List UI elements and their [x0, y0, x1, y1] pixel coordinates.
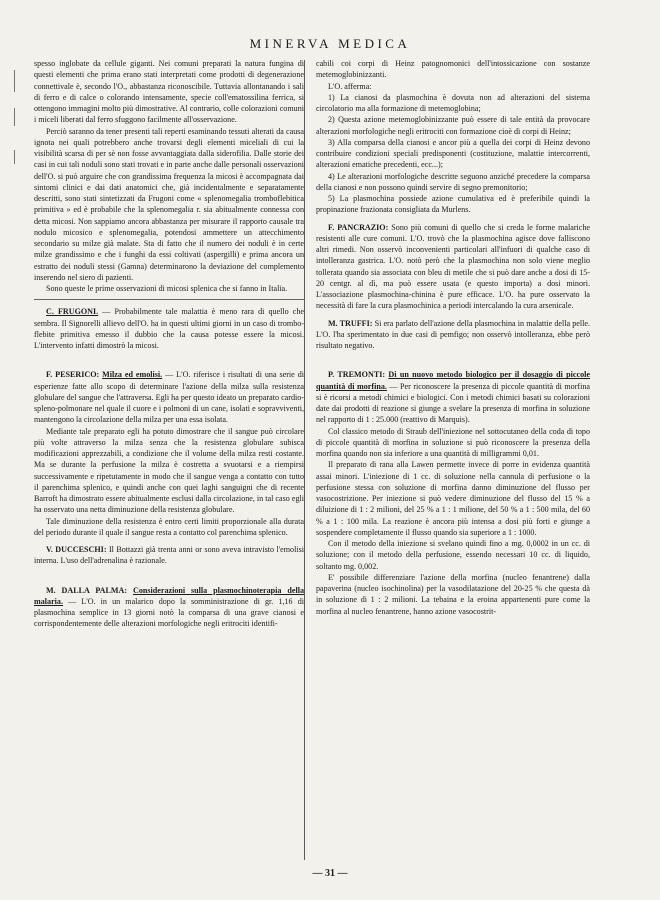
paragraph: Con il metodo della iniezione si svelano quindi fino a mg. 0,0002 in un cc. di soluzione; con il metodo della perfusione, essendo necessari 10 cc. di liquido, soltanto mg. 0,002.: [316, 539, 590, 571]
paragraph: Tale diminuzione della resistenza è entro certi limiti proporzionale alla durata del periodo durante il quale il sangue resta a contatto col parenchima splenico.: [34, 516, 304, 537]
paragraph: E' possibile differenziare l'azione della morfina (nucleo fenantrene) dalla papaverina (nucleo isochinolina) per la vasodilatazione del 20-25 % che questa dà in soluzione di 1 : 2 milioni. La tebaina e la eroina appartenenti pure come la morfina al nucleo fenantrene, hanno azione vasocostrit-: [316, 572, 590, 616]
author-name: M. TRUFFI:: [328, 318, 373, 328]
list-item: 2) Questa azione metemoglobinizzante può essere di tale entità da provocare alterazioni morfologiche negli eritrociti con formazione cioè di corpi di Heinz;: [316, 115, 590, 136]
article-text: — Per riconoscere la presenza di piccole quantità di morfina si è ricorsi a metodi chimici e biologici. Con i metodi chimici basati su colorazioni date dai prodotti di reazione si giunge a svelare la presenza di morfina in soluzione nel rapporto di 1 : 25.000 (reattivo di Marquis).: [316, 381, 590, 425]
article-text: — L'O. riferisce i risultati di una serie di esperienze fatte allo scopo di determinare l'azione della milza sulla resistenza globulare del sangue che l'attraversa. Egli ha per questo ideato un preparato cardio-spleno-polmonare nel quale il cuore e i polmoni di un cane, isolati e sopravviventi, mantengono la circolazione della milza per una essa isolata.: [34, 370, 305, 425]
column-divider: [304, 60, 305, 860]
author-name: F. PESERICO:: [46, 370, 100, 380]
paragraph: Sono queste le prime osservazioni di micosi splenica che si fanno in Italia.: [46, 284, 288, 293]
author-name: M. DALLA PALMA:: [46, 585, 128, 595]
list-item: 1) La cianosi da plasmochina è dovuta non ad alterazioni del sistema circolatorio ma alla formazione di metemoglobina;: [316, 92, 590, 113]
frugoni-comment: [34, 306, 304, 351]
page-header: MINERVA MEDICA: [249, 36, 411, 51]
comment-text: Il Bottazzi già trenta anni or sono aveva intravisto l'emolisi interna. L'uso dell'adrenalina è razionale.: [34, 545, 304, 566]
paragraph: L'O. afferma:: [328, 81, 372, 91]
comment-text: Si era parlato dell'azione della plasmochina in malattie della pelle. L'O. l'ha sperimentato in due casi di pemfigo; non osservò intolleranza, ebbe però risultato negativo.: [316, 318, 590, 350]
list-item: 4) Le alterazioni morfologiche descritte seguono anziché precedere la comparsa della cianosi e non possono quindi servire di segno premonitorio;: [316, 171, 590, 192]
paragraph: Mediante tale preparato egli ha potuto dimostrare che il sangue può circolare più volte attraverso la milza senza che la resistenza globulare subisca modificazioni apprezzabili, a condizione che il volume della milza resti costante. Ma se durante la perfusione la milza è costretta a svuotarsi e a riempirsi successivamente e ripetutamente in modo che il sangue venga a contatto con tutto il parenchima splenico, e quindi anche con quei laghi sanguigni che di recente Barroft ha dimostrato essere abitualmente esclusi dalla circolazione, in tal caso egli ha osservato una netta diminuzione della resistenza globulare.: [34, 426, 304, 515]
article-title: Considerazioni sulla plasmochinoterapia della malaria.: [34, 585, 304, 606]
dallapalma-article: [34, 585, 304, 630]
section-rule: [34, 299, 304, 300]
peserico-article: [34, 369, 304, 425]
author-name: C. FRUGONI.: [46, 307, 99, 317]
article-text: — L'O. in un malarico dopo la somministrazione di gr. 1,16 di plasmochina semplice in 13 giorni notò la comparsa di una grave cianosi e corrispondentemente delle alterazioni morfologiche negli eritrociti identifi-: [34, 596, 304, 629]
author-name: V. DUCCESCHI:: [46, 545, 107, 554]
comment-text: Sono più comuni di quello che si creda le forme malariche resistenti alle cure comuni. L'O. trovò che la plasmochina agisce dove falliscono altri rimedi. Non osservò inconvenienti particolari all'infuori di qualche caso di intolleranza gastrica. L'O. notò però che la plasmochina non solo viene meglio tollerata quando sia associata con bleu di metile che si può dare anche a dosi di 15-20 centgr. al dì, ma può essere usata (e questo importa) a dosi minori. L'associazione plasmochina-chinina è pure efficace. L'O. ha pure osservato la necessità di fare la cura plasmochinica a periodi intercalando la cura arsenicale.: [316, 222, 590, 311]
ducceschi-comment: [34, 544, 304, 567]
paragraph: Perciò saranno da tener presenti tali reperti esaminando tessuti alterati da causa ignota nei quali potrebbero anche trovarsi degli elementi miceliali di cui la visibilità scarsa di per sè non fosse avvantaggiata dalla siderofilia. Dalle storie dei casi in cui tali noduli sono stati trovati e in parte anche dalle personali osservazioni dell'O. si può arguire che con grandissima frequenza la micosi è accompagnata dai sintomi clinici e dai dati anatomici che, già incidentalmente e separatamente descritti, sono stati sintetizzati da Frugoni come « splenomegalia tromboflebitica primitiva » ed è probabile che la splenomegalia r. sia abitualmente connessa con detta micosi. Non sappiamo ancora abbastanza per misurare il rapporto causale tra nodulo micosico e splenomegalia, potendosi ammettere un attecchimento secondario su milze già malate. Sta di fatto che il numero dei noduli è in certe milze grandissimo e che i funghi da essi coltivati (aspergilli) e prima ancora un estratto dei noduli stessi (Gamna) determinarono la deviazione del complemento inserendo nel siero di pazienti.: [34, 126, 304, 282]
comment-text: — Probabilmente tale malattia è meno rara di quello che sembra. Il Signorelli allievo dell'O. ha in questi ultimi giorni in un caso di trombo-flebite primitiva emesso il dubbio che la causa potesse essere la micosi. L'intervento infatti dimostrò la micosi.: [34, 307, 304, 350]
margin-mark: [14, 108, 15, 126]
paragraph: Il preparato di rana alla Lawen permette invece di porre in evidenza quantità assai minori. L'iniezione di 1 cc. di soluzione nella cannula di perfusione o la perfusione stessa con soluzione di morfina danno diminuzione del flusso per vasocostrizione. Per iniezione si può vedere diminuzione del flusso del 15 % a diluizione di 1 : 2 milioni, del 25 % a 1 : 1 milione, del 50 % a 1 : 500 mila, del 60 % a 1 : 100 mila. La reazione è ancora più intensa a dosi più forti e giunge a sospendere completamente il flusso quando sia superiore a 1 : 1000.: [316, 460, 590, 537]
author-name: F. PANCRAZIO:: [328, 222, 389, 232]
tremonti-article: [316, 369, 590, 425]
paragraph: spesso inglobate da cellule giganti. Nei comuni preparati la natura fungina di questi elementi che prima erano stati interpretati come prodotti di degenerazione connettivale è, secondo l'O., abbastanza riconoscibile. Tuttavia allontanando i sali di ferro e di calce o colorando intensamente, specie coll'ematossilina ferrica, si ottengono immagini molto più dimostrative. Al contrario, colle colorazioni comuni i miceli liberati dal ferro sfuggono facilmente all'osservazione.: [34, 59, 304, 125]
paragraph: cabili coi corpi di Heinz patognomonici dell'intossicazione con sostanze metemoglobinizzanti.: [316, 59, 590, 80]
truffi-comment: [316, 318, 590, 352]
list-item: 5) La plasmochina possiede azione cumulativa ed è preferibile quindi la propinazione frazionata consigliata da Murlens.: [316, 194, 590, 215]
left-column: [34, 58, 304, 630]
margin-mark: [14, 150, 15, 164]
author-name: P. TREMONTI:: [328, 370, 386, 380]
article-title: Di un nuovo metodo biologico per il dosaggio di piccole quantità di morfina.: [316, 370, 590, 391]
list-item: 3) Alla comparsa della cianosi e ancor più a quella dei corpi di Heinz devono contribuire condizioni speciali predisponenti (costituzione, malattie intercorrenti, alterazioni ematiche precedenti, ecc...);: [316, 137, 590, 170]
paragraph: Col classico metodo di Straub dell'iniezione nel sottocutaneo della coda di topo di piccole quantità di morfina in soluzione si può riconoscere la presenza della morfina quando non sia inferiore a una quantità di milligrammi 0,01.: [316, 426, 590, 458]
page-number: — 31 —: [312, 868, 348, 879]
pancrazio-comment: [316, 222, 590, 312]
right-column: [316, 58, 590, 617]
margin-mark: [14, 70, 15, 92]
article-title: Milza ed emolisi.: [102, 370, 163, 380]
